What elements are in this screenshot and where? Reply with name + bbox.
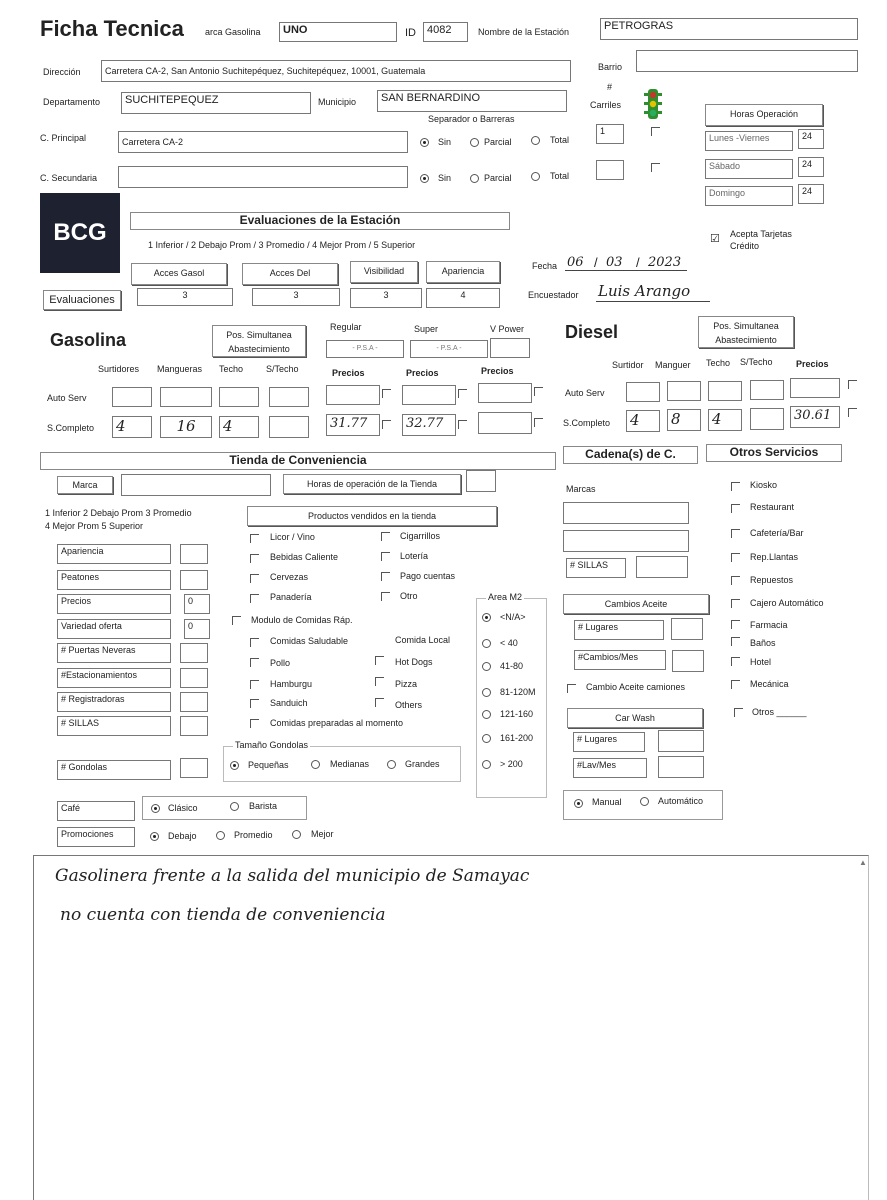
lunes-viernes-field[interactable]: 24 [798,129,824,149]
marca-gasolina-label: arca Gasolina [205,27,261,37]
acepta-tarjetas-label: Acepta Tarjetas Crédito [730,229,792,251]
gas-completo-super-check[interactable] [458,420,467,429]
principal-total-label: Total [550,135,570,145]
comida-hamburguesa-label: Hamburgu [270,679,313,689]
rating-gondolas-label: # Gondolas [57,760,171,780]
sabado-field[interactable]: 24 [798,157,824,177]
cafe-barista-label: Barista [249,801,278,811]
servicio-repuestos-label: Repuestos [750,575,794,585]
barrio-label: Barrio [598,62,623,72]
diesel-completo-techo[interactable]: 4 [708,409,742,431]
gasolina-pos-simultanea-button[interactable]: Pos. Simultanea Abastecimiento [212,325,306,357]
diesel-title: Diesel [565,322,619,342]
carriles-label: Carriles [590,100,622,110]
diesel-col-surtidor: Surtidor [612,360,644,370]
servicio-kiosko-label: Kiosko [750,480,778,490]
gas-completo-label: S.Completo [47,423,95,433]
visibilidad-field[interactable]: 3 [350,288,422,308]
notes-line-2: no cuenta con tienda de conveniencia [60,905,386,925]
promo-mejor-label: Mejor [311,829,334,839]
rating-apariencia-label: Apariencia [57,544,171,564]
promo-debajo-radio[interactable] [150,832,159,841]
gondola-medianas-radio[interactable] [311,760,320,769]
cadena-title: Cadena(s) de C. [563,446,698,464]
producto-bebidas-checkbox[interactable] [250,554,259,563]
comida-pollo-checkbox[interactable] [250,658,259,667]
c-secundaria-label: C. Secundaria [40,173,98,183]
modulo-comidas-label: Modulo de Comidas Ráp. [251,615,353,625]
diesel-completo-label: S.Completo [563,418,611,428]
servicio-mecanica-checkbox[interactable] [731,680,740,689]
tienda-scale-line1: 1 Inferior 2 Debajo Prom 3 Promedio [45,508,192,518]
gondola-grandes-radio[interactable] [387,760,396,769]
gas-auto-surtidores[interactable] [112,387,152,407]
carwash-manual-label: Manual [592,797,622,807]
fecha-sep-2: / [636,255,640,270]
servicio-cajero-label: Cajero Automático [750,598,824,608]
carwash-automatico-radio[interactable] [640,797,649,806]
rating-precios-label: Precios [57,594,171,614]
gondola-medianas-label: Medianas [330,759,370,769]
area-161-200-radio[interactable] [482,734,491,743]
servicio-rep-llantas-checkbox[interactable] [731,553,740,562]
fecha-underline [565,270,687,271]
area-41-80-radio[interactable] [482,662,491,671]
diesel-col-techo: Techo [706,358,731,368]
area-81-120-label: 81-120M [500,687,536,697]
separador-label: Separador o Barreras [428,114,515,124]
rating-puertas-neveras-label: # Puertas Neveras [57,643,171,663]
gas-auto-techo[interactable] [219,387,259,407]
bcg-logo: BCG [40,193,120,273]
tienda-horas-field[interactable] [466,470,496,492]
principal-parcial-radio[interactable] [470,138,479,147]
cafe-label: Café [57,801,135,821]
gas-auto-vpower-price[interactable] [478,383,532,403]
station-name-label: Nombre de la Estación [478,27,570,37]
diesel-completo-stecho[interactable] [750,408,784,430]
cafe-clasico-radio[interactable] [151,804,160,813]
servicio-mecanica-label: Mecánica [750,679,789,689]
promociones-label: Promociones [57,827,135,847]
principal-sin-label: Sin [438,137,452,147]
diesel-pos-simultanea-button[interactable]: Pos. Simultanea Abastecimiento [698,316,794,348]
area-title: Area M2 [488,592,523,602]
producto-licor-label: Licor / Vino [270,532,315,542]
diesel-auto-techo[interactable] [708,381,742,401]
secundaria-total-radio[interactable] [531,172,540,181]
comida-hotdogs-checkbox[interactable] [375,656,384,665]
producto-pago-cuentas-checkbox[interactable] [381,572,390,581]
gas-auto-serv-label: Auto Serv [47,393,87,403]
area-81-120-radio[interactable] [482,688,491,697]
tienda-marca-field[interactable] [121,474,271,496]
col-mangueras: Mangueras [157,364,203,374]
principal-separador-checkbox[interactable] [651,127,660,136]
principal-carriles-field[interactable]: 1 [596,124,624,144]
rating-registradoras-value[interactable] [180,692,208,712]
area-gt200-radio[interactable] [482,760,491,769]
aceite-cambios-field[interactable] [672,650,704,672]
diesel-auto-precio[interactable] [790,378,840,398]
gasolina-title: Gasolina [50,330,127,350]
direccion-field[interactable]: Carretera CA-2, San Antonio Suchitepéquez, Suchitepéquez, 10001, Guatemala [101,60,571,82]
acces-gasol-button[interactable]: Acces Gasol [131,263,227,285]
servicio-farmacia-label: Farmacia [750,620,788,630]
comida-pizza-label: Pizza [395,679,418,689]
carriles-hash-label: # [607,82,613,92]
rating-registradoras-label: # Registradoras [57,692,171,712]
secundaria-parcial-label: Parcial [484,173,512,183]
acces-del-button[interactable]: Acces Del [242,263,338,285]
cadena-marcas-label: Marcas [566,484,596,494]
secundaria-total-label: Total [550,171,570,181]
carwash-lugares-field[interactable] [658,730,704,752]
tienda-scale-line2: 4 Mejor Prom 5 Superior [45,521,144,531]
c-principal-label: C. Principal [40,133,87,143]
encuestador-underline [596,301,710,302]
gas-completo-vpower-check[interactable] [534,418,543,427]
promo-mejor-radio[interactable] [292,830,301,839]
area-lt40-label: < 40 [500,638,518,648]
aceite-lugares-field[interactable] [671,618,703,640]
gas-auto-stecho[interactable] [269,387,309,407]
gas-completo-stecho[interactable] [269,416,309,438]
comidas-saludable-checkbox[interactable] [250,638,259,647]
gas-auto-super-price[interactable] [402,385,456,405]
gas-completo-super-price[interactable]: 32.77 [402,414,456,436]
comida-pizza-checkbox[interactable] [375,677,384,686]
acepta-tarjetas-checkbox[interactable]: ☑ [710,233,720,245]
apariencia-field[interactable]: 4 [426,288,500,308]
modulo-comidas-checkbox[interactable] [232,616,241,625]
comida-sanduich-checkbox[interactable] [250,699,259,708]
vpower-precios-label: Precios [481,366,514,376]
producto-panaderia-label: Panadería [270,592,312,602]
tienda-title: Tienda de Conveniencia [40,452,556,470]
sabado-label: Sábado [705,159,793,179]
rating-apariencia-value[interactable] [180,544,208,564]
promo-promedio-radio[interactable] [216,831,225,840]
gas-auto-regular-price[interactable] [326,385,380,405]
rating-sillas-label: # SILLAS [57,716,171,736]
regular-precios-label: Precios [332,368,365,378]
lunes-viernes-label: Lunes -Viernes [705,131,793,151]
producto-panaderia-checkbox[interactable] [250,594,259,603]
producto-cigarrillos-label: Cigarrillos [400,531,441,541]
evaluaciones-title: Evaluaciones de la Estación [130,212,510,230]
area-161-200-label: 161-200 [500,733,534,743]
comidas-preparadas-label: Comidas preparadas al momento [270,718,404,728]
rating-estacionamientos-label: #Estacionamientos [57,668,171,688]
servicio-banos-label: Baños [750,638,776,648]
gondolas-title: Tamaño Gondolas [235,740,309,750]
servicio-hotel-label: Hotel [750,657,772,667]
rating-precios-value[interactable]: 0 [184,594,210,614]
gas-completo-regular-check[interactable] [382,420,391,429]
productos-title-button[interactable]: Productos vendidos en la tienda [247,506,497,526]
comida-others-label: Others [395,700,423,710]
marca-gasolina-field[interactable]: UNO [279,22,397,42]
gas-auto-mangueras[interactable] [160,387,212,407]
comida-sanduich-label: Sanduich [270,698,308,708]
horas-operacion-button[interactable]: Horas Operación [705,104,823,126]
gas-completo-mangueras[interactable]: 16 [160,416,212,438]
cadena-sillas-label: # SILLAS [566,558,626,578]
producto-licor-checkbox[interactable] [250,534,259,543]
servicio-cajero-checkbox[interactable] [731,599,740,608]
servicio-restaurant-label: Restaurant [750,502,795,512]
carwash-lav-field[interactable] [658,756,704,778]
comidas-preparadas-checkbox[interactable] [250,719,259,728]
producto-pago-cuentas-label: Pago cuentas [400,571,456,581]
acces-gasol-field[interactable]: 3 [137,288,233,306]
departamento-field[interactable]: SUCHITEPEQUEZ [121,92,311,114]
encuestador-label: Encuestador [528,290,579,300]
rating-variedad-label: Variedad oferta [57,619,171,639]
diesel-completo-check[interactable] [848,408,857,417]
servicio-otros-checkbox[interactable] [734,708,743,717]
super-psa-field[interactable]: - P.S.A - [410,340,488,358]
cafe-clasico-label: Clásico [168,803,198,813]
notes-line-1: Gasolinera frente a la salida del municipio de Samayac [55,866,530,886]
diesel-auto-stecho[interactable] [750,380,784,400]
producto-loteria-checkbox[interactable] [381,552,390,561]
comida-hotdogs-label: Hot Dogs [395,657,433,667]
id-field[interactable]: 4082 [423,22,468,42]
servicio-cafeteria-label: Cafetería/Bar [750,528,804,538]
principal-sin-radio[interactable] [420,138,429,147]
rating-sillas-value[interactable] [180,716,208,736]
fecha-sep-1: / [594,255,598,270]
id-label: ID [405,27,416,39]
scroll-up-arrow-icon[interactable]: ▲ [859,858,867,867]
gondola-pequenas-radio[interactable] [230,761,239,770]
super-precios-label: Precios [406,368,439,378]
visibilidad-button[interactable]: Visibilidad [350,261,418,283]
carwash-automatico-label: Automático [658,796,704,806]
comida-hamburguesa-checkbox[interactable] [250,680,259,689]
cafe-barista-radio[interactable] [230,802,239,811]
barrio-field[interactable] [636,50,858,72]
car-wash-button[interactable]: Car Wash [567,708,703,728]
secundaria-sin-label: Sin [438,173,452,183]
tienda-horas-button[interactable]: Horas de operación de la Tienda [283,474,461,494]
page-title: Ficha Tecnica [40,16,184,41]
departamento-label: Departamento [43,97,101,107]
diesel-col-manguer: Manguer [655,360,691,370]
area-lt40-radio[interactable] [482,639,491,648]
servicio-cafeteria-checkbox[interactable] [731,529,740,538]
producto-cervezas-label: Cervezas [270,572,309,582]
servicio-farmacia-checkbox[interactable] [731,620,740,629]
principal-total-radio[interactable] [531,136,540,145]
col-techo: Techo [219,364,244,374]
col-surtidores: Surtidores [98,364,140,374]
producto-cigarrillos-checkbox[interactable] [381,532,390,541]
otros-servicios-title: Otros Servicios [706,444,842,462]
principal-parcial-label: Parcial [484,137,512,147]
diesel-col-stecho: S/Techo [740,357,773,367]
comida-pollo-label: Pollo [270,658,291,668]
carwash-lugares-label: # Lugares [573,732,645,752]
gondola-pequenas-label: Pequeñas [248,760,289,770]
comida-others-checkbox[interactable] [375,698,384,707]
gas-completo-techo[interactable]: 4 [219,416,259,438]
servicio-hotel-checkbox[interactable] [731,657,740,666]
rating-variedad-value[interactable]: 0 [184,619,210,639]
gas-auto-regular-check[interactable] [382,389,391,398]
diesel-auto-surtidor[interactable] [626,382,660,402]
aceite-cambios-label: #Cambios/Mes [574,650,666,670]
area-na-radio[interactable] [482,613,491,622]
rating-gondolas-value[interactable] [180,758,208,778]
diesel-completo-precio[interactable]: 30.61 [790,406,840,428]
area-na-label: <N/A> [500,612,526,622]
municipio-field[interactable]: SAN BERNARDINO [377,90,567,112]
encuestador-signature: Luis Arango [598,282,691,300]
regular-psa-field[interactable]: - P.S.A - [326,340,404,358]
c-secundaria-field[interactable] [118,166,408,188]
diesel-auto-check[interactable] [848,380,857,389]
secundaria-separador-checkbox[interactable] [651,163,660,172]
producto-otro-label: Otro [400,591,418,601]
domingo-label: Domingo [705,186,793,206]
servicio-repuestos-checkbox[interactable] [731,576,740,585]
carwash-manual-radio[interactable] [574,799,583,808]
cambios-aceite-button[interactable]: Cambios Aceite [563,594,709,614]
comida-local-label: Comida Local [395,635,451,645]
super-label: Super [414,324,439,334]
servicio-otros-label: Otros ______ [752,707,807,717]
gas-auto-vpower-check[interactable] [534,387,543,396]
fecha-month[interactable]: 03 [606,255,623,270]
gas-completo-vpower-price[interactable] [478,412,532,434]
aceite-camiones-checkbox[interactable] [567,684,576,693]
promo-promedio-label: Promedio [234,830,273,840]
area-121-160-radio[interactable] [482,710,491,719]
promo-debajo-label: Debajo [168,831,197,841]
diesel-auto-manguer[interactable] [667,381,701,401]
regular-label: Regular [330,322,362,332]
gas-auto-super-check[interactable] [458,389,467,398]
producto-loteria-label: Lotería [400,551,429,561]
acces-del-field[interactable]: 3 [252,288,340,306]
secundaria-parcial-radio[interactable] [470,174,479,183]
comidas-saludable-label: Comidas Saludable [270,636,349,646]
vpower-psa-field[interactable] [490,338,530,358]
fecha-day[interactable]: 06 [567,255,584,270]
fecha-year[interactable]: 2023 [648,255,682,270]
tienda-marca-button[interactable]: Marca [57,476,113,494]
evaluaciones-scale: 1 Inferior / 2 Debajo Prom / 3 Promedio / 4 Mejor Prom / 5 Superior [148,240,416,250]
carwash-lav-label: #Lav/Mes [573,758,647,778]
diesel-auto-label: Auto Serv [565,388,605,398]
secundaria-carriles-field[interactable] [596,160,624,180]
producto-bebidas-label: Bebidas Caliente [270,552,339,562]
aceite-lugares-label: # Lugares [574,620,664,640]
municipio-label: Municipio [318,97,357,107]
secundaria-sin-radio[interactable] [420,174,429,183]
cadena-marca-field-2[interactable] [563,530,689,552]
apariencia-button[interactable]: Apariencia [426,261,500,283]
servicio-rep-llantas-label: Rep.Llantas [750,552,799,562]
diesel-completo-manguer[interactable]: 8 [667,409,701,431]
vpower-label: V Power [490,324,525,334]
traffic-light-icon [643,88,663,120]
diesel-completo-surtidor[interactable]: 4 [626,410,660,432]
rating-peatones-value[interactable] [180,570,208,590]
producto-otro-checkbox[interactable] [381,592,390,601]
cafe-group [142,796,307,820]
c-principal-field[interactable]: Carretera CA-2 [118,131,408,153]
station-name-field[interactable]: PETROGRAS [600,18,858,40]
rating-puertas-neveras-value[interactable] [180,643,208,663]
domingo-field[interactable]: 24 [798,184,824,204]
servicio-banos-checkbox[interactable] [731,637,740,646]
col-stecho: S/Techo [266,364,299,374]
rating-estacionamientos-value[interactable] [180,668,208,688]
cadena-sillas-field[interactable] [636,556,688,578]
gas-completo-surtidores[interactable]: 4 [112,416,152,438]
area-121-160-label: 121-160 [500,709,534,719]
rating-peatones-label: Peatones [57,570,171,590]
servicio-kiosko-checkbox[interactable] [731,482,740,491]
area-gt200-label: > 200 [500,759,523,769]
direccion-label: Dirección [43,67,81,77]
fecha-label: Fecha [532,261,558,271]
area-41-80-label: 41-80 [500,661,524,671]
cadena-marca-field-1[interactable] [563,502,689,524]
evaluaciones-button[interactable]: Evaluaciones [43,290,121,310]
producto-cervezas-checkbox[interactable] [250,574,259,583]
gas-completo-regular-price[interactable]: 31.77 [326,414,380,436]
diesel-col-precios: Precios [796,359,829,369]
gondola-grandes-label: Grandes [405,759,440,769]
servicio-restaurant-checkbox[interactable] [731,504,740,513]
aceite-camiones-label: Cambio Aceite camiones [586,682,686,692]
